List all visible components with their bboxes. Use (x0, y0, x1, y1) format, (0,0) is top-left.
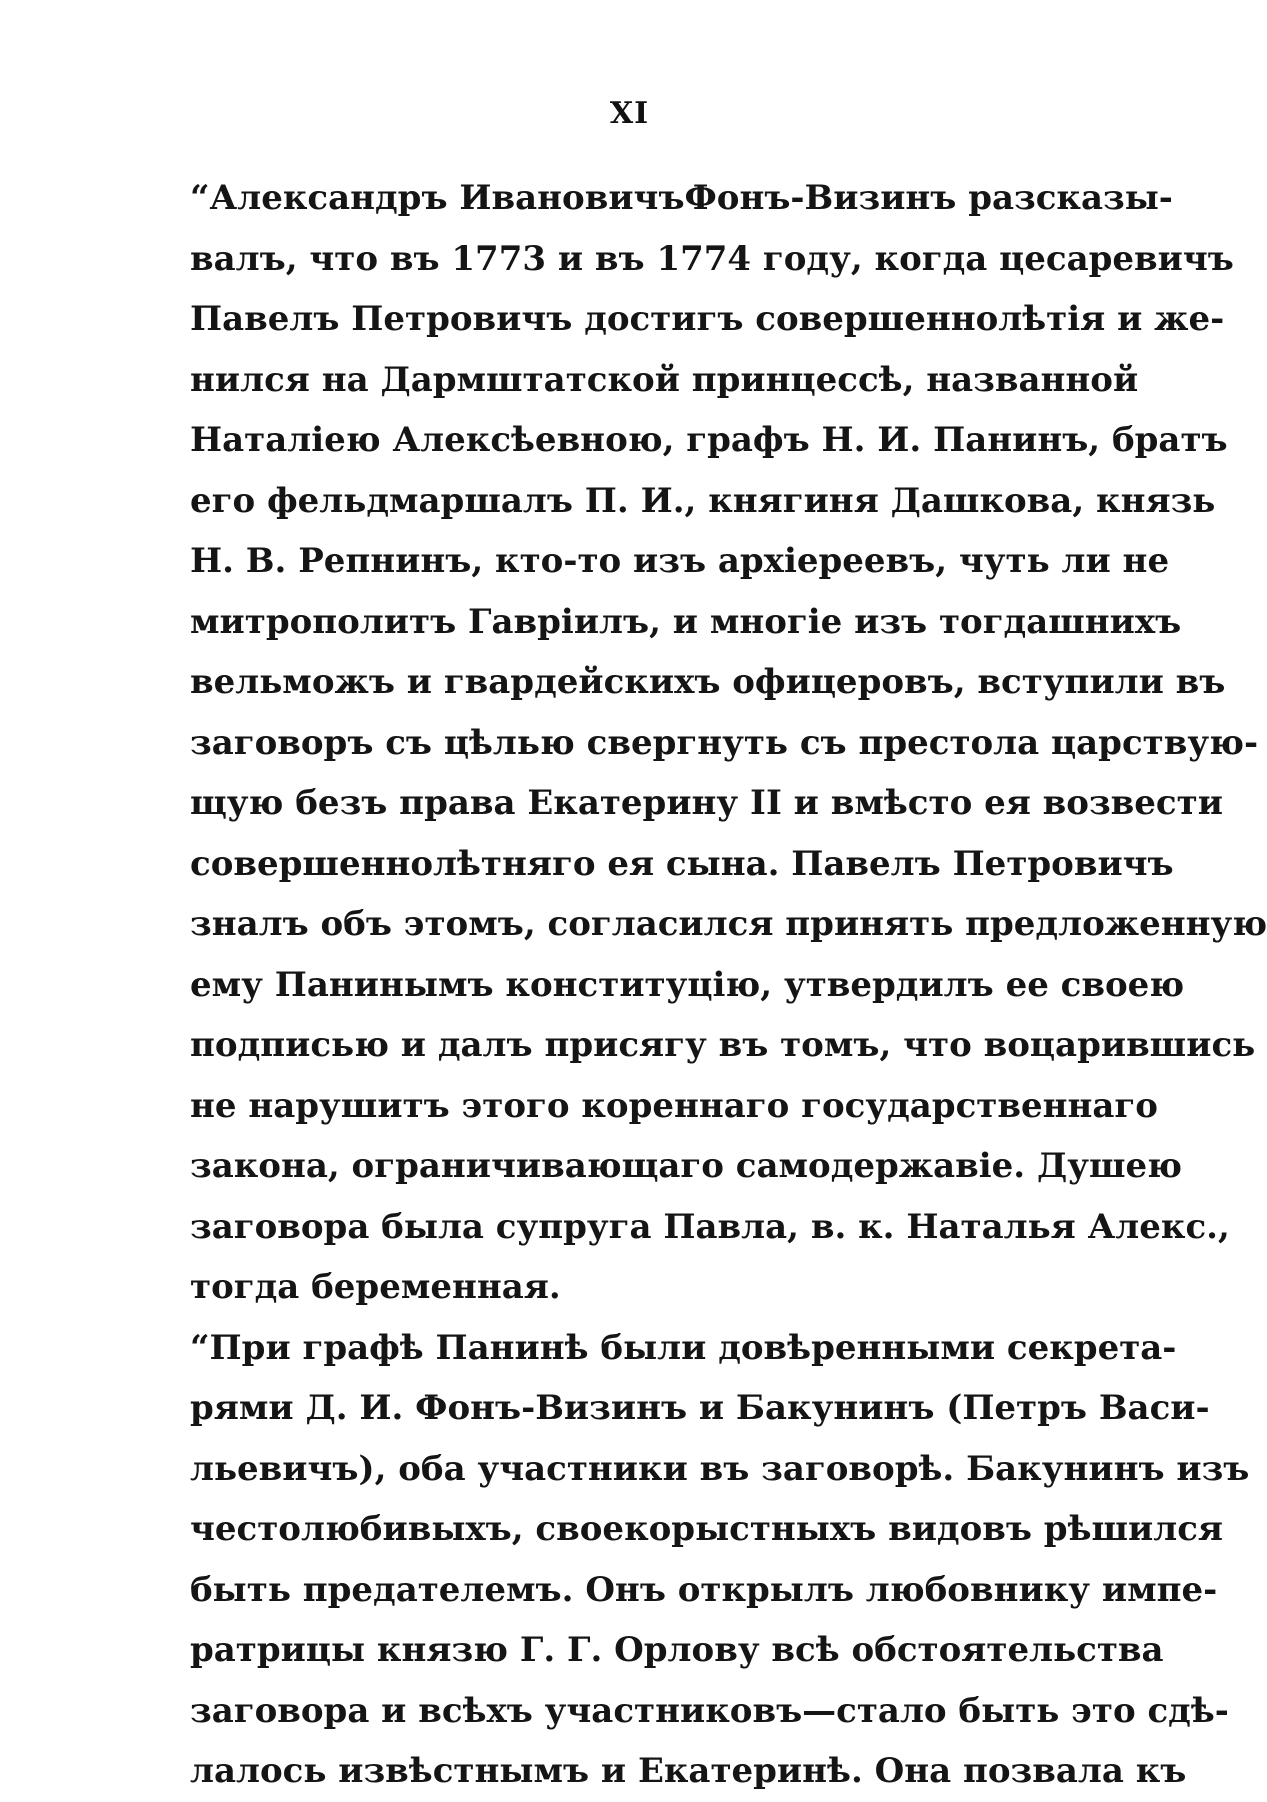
text-line: щую безъ права Екатерину II и вмѣсто ея возвести (190, 783, 1223, 823)
text-line: подписью и далъ присягу въ томъ, что воцарившись (190, 1025, 1256, 1065)
text-line: Наталіею Алексѣевною, графъ Н. И. Панинъ, братъ (190, 420, 1228, 460)
text-line: ему Панинымъ конституцію, утвердилъ ее своею (190, 964, 1185, 1005)
text-line: честолюбивыхъ, своекорыстныхъ видовъ рѣшился (190, 1509, 1224, 1549)
text-line: быть предателемъ. Онъ открылъ любовнику импе- (190, 1569, 1218, 1610)
text-line: вельможъ и гвардейскихъ офицеровъ, вступили въ (190, 662, 1226, 702)
text-line: не нарушитъ этого кореннаго государственнаго (190, 1085, 1158, 1126)
text-line: льевичъ), оба участники въ заговорѣ. Бакунинъ изъ (190, 1448, 1250, 1489)
text-line: митрополитъ Гавріилъ, и многіе изъ тогдашнихъ (190, 601, 1182, 642)
text-line: совершеннолѣтняго ея сына. Павелъ Петровичъ (190, 843, 1174, 884)
text-line: заговоръ съ цѣлью свергнуть съ престола царствую- (190, 722, 1259, 763)
text-line: нился на Дармштатской принцессѣ, названной (190, 359, 1139, 400)
text-line: заговора была супруга Павла, в. к. Наталья Алекс., (190, 1206, 1230, 1247)
page-number: XI (609, 96, 650, 131)
text-line: “При графѣ Панинѣ были довѣренными секрета- (190, 1327, 1177, 1368)
text-line: его фельдмаршалъ П. И., княгиня Дашкова, князь (190, 480, 1216, 521)
text-line: закона, ограничивающаго самодержавіе. Душею (190, 1146, 1183, 1186)
text-line: ратрицы князю Г. Г. Орлову всѣ обстоятельства (190, 1630, 1164, 1670)
text-line: зналъ объ этомъ, согласился принять предложенную (190, 904, 1267, 944)
text-line: валъ, что въ 1773 и въ 1774 году, когда цесаревичъ (190, 238, 1234, 279)
text-line: заговора и всѣхъ участниковъ—стало быть это сдѣ- (190, 1690, 1229, 1731)
text-line: “Александръ ИвановичъФонъ-Визинъ разсказы- (190, 178, 1173, 218)
text-line: Н. В. Репнинъ, кто-то изъ архіереевъ, чуть ли не (190, 541, 1170, 581)
text-line: рями Д. И. Фонъ-Визинъ и Бакунинъ (Петръ Васи- (190, 1388, 1210, 1428)
text-line: Павелъ Петровичъ достигъ совершеннолѣтія и же- (190, 299, 1225, 339)
text-line-paragraph-end: тогда беременная. (190, 1267, 561, 1307)
text-line: лалось извѣстнымъ и Екатеринѣ. Она позвала къ (190, 1751, 1187, 1791)
body-text (190, 168, 1267, 1802)
